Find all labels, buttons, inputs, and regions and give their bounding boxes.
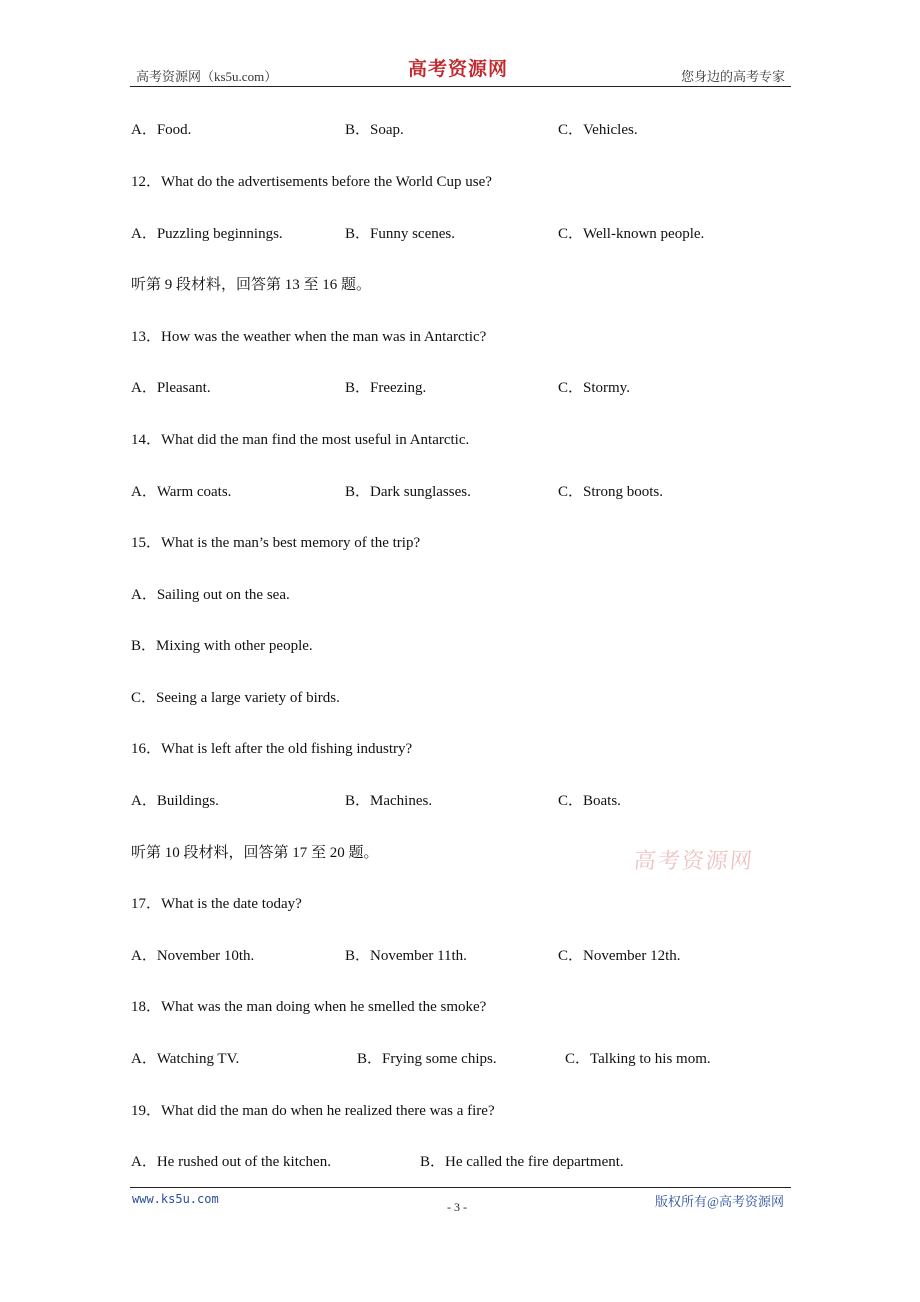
q14-option-c: C．Strong boots. (558, 484, 664, 500)
q18-option-c: C．Talking to his mom. (565, 1051, 711, 1067)
question-13: 13．How was the weather when the man was in Antarctic? (131, 329, 487, 345)
section-10-instruction: 听第 10 段材料，回答第 17 至 20 题。 (131, 845, 379, 861)
footer-divider (130, 1187, 791, 1188)
q16-option-a: A．Buildings. (131, 793, 219, 809)
q12-option-b: B．Funny scenes. (345, 226, 455, 242)
section-9-instruction: 听第 9 段材料，回答第 13 至 16 题。 (131, 277, 372, 293)
header-logo: 高考资源网 (408, 58, 509, 80)
question-16: 16．What is left after the old fishing industry? (131, 741, 413, 757)
header-site-name: 高考资源网（ks5u.com） (136, 69, 278, 84)
q16-option-b: B．Machines. (345, 793, 433, 809)
q12-option-c: C．Well-known people. (558, 226, 705, 242)
q19-option-a: A．He rushed out of the kitchen. (131, 1154, 331, 1170)
q17-option-c: C．November 12th. (558, 948, 681, 964)
question-17: 17．What is the date today? (131, 896, 302, 912)
q11-option-c: C．Vehicles. (558, 122, 638, 138)
header-slogan: 您身边的高考专家 (680, 69, 785, 84)
q17-option-b: B．November 11th. (345, 948, 467, 964)
q13-option-c: C．Stormy. (558, 380, 630, 396)
footer-site-link[interactable]: www.ks5u.com (132, 1192, 219, 1206)
question-19: 19．What did the man do when he realized there was a fire? (131, 1103, 495, 1119)
q15-option-a: A．Sailing out on the sea. (131, 587, 290, 603)
watermark: 高考资源网 (632, 849, 756, 874)
question-15: 15．What is the man’s best memory of the trip? (131, 535, 421, 551)
q11-option-a: A．Food. (131, 122, 192, 138)
q15-option-c: C．Seeing a large variety of birds. (131, 690, 340, 706)
q19-option-b: B．He called the fire department. (420, 1154, 624, 1170)
page-header (130, 58, 791, 87)
q18-option-b: B．Frying some chips. (357, 1051, 497, 1067)
q18-option-a: A．Watching TV. (131, 1051, 240, 1067)
q14-option-b: B．Dark sunglasses. (345, 484, 471, 500)
q17-option-a: A．November 10th. (131, 948, 255, 964)
q15-option-b: B．Mixing with other people. (131, 638, 313, 654)
footer-copyright: 版权所有@高考资源网 (655, 1194, 784, 1209)
q12-option-a: A．Puzzling beginnings. (131, 226, 283, 242)
question-14: 14．What did the man find the most useful in Antarctic. (131, 432, 470, 448)
q13-option-b: B．Freezing. (345, 380, 427, 396)
page-number: - 3 - (447, 1200, 467, 1214)
question-18: 18．What was the man doing when he smelled the smoke? (131, 999, 487, 1015)
q11-option-b: B．Soap. (345, 122, 404, 138)
q13-option-a: A．Pleasant. (131, 380, 211, 396)
q14-option-a: A．Warm coats. (131, 484, 232, 500)
question-12: 12．What do the advertisements before the World Cup use? (131, 174, 492, 190)
q16-option-c: C．Boats. (558, 793, 621, 809)
